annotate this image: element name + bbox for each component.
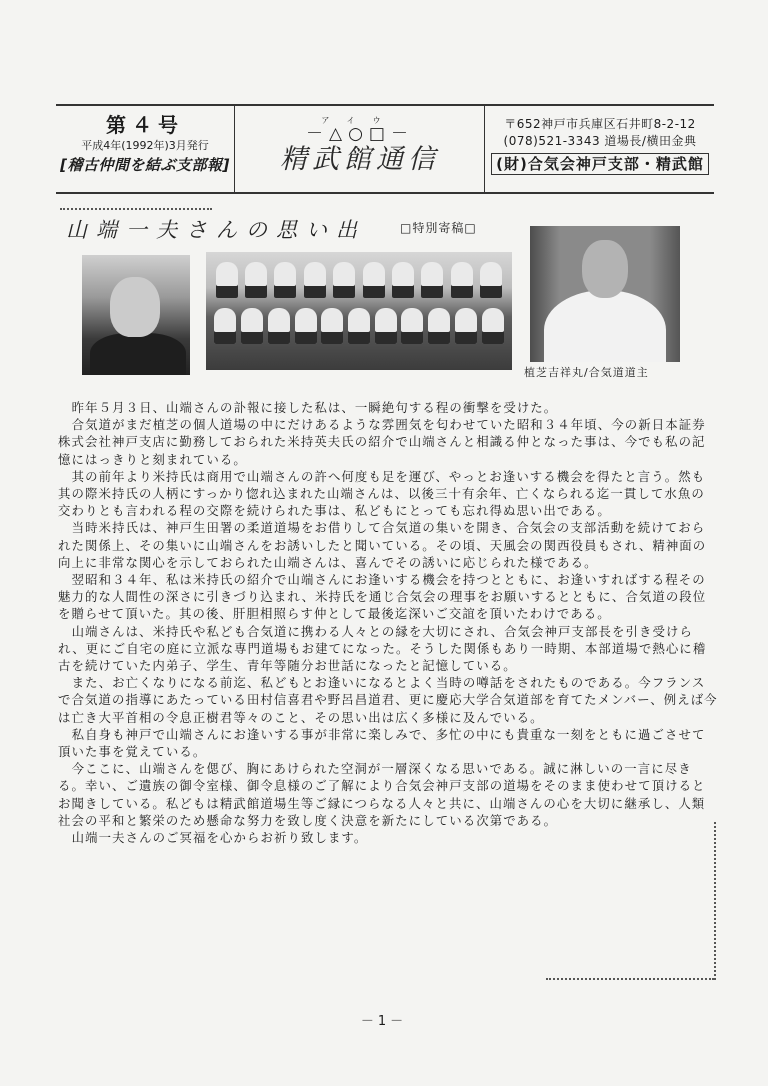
newsletter-title-block bbox=[236, 106, 485, 192]
paragraph: 合気道がまだ植芝の個人道場の中にだけあるような雰囲気を匂わせていた昭和３４年頃、今の新日本証券株式会社神戸支店に勤務しておられた米持英夫氏の紹介で山端さんと相識る仲となった事は、今でも私の記憶にはっきりと刻まれている。 bbox=[58, 417, 706, 467]
page-number: －1－ bbox=[360, 1014, 408, 1029]
organization-name: (財)合気会神戸支部・精武館 bbox=[491, 153, 709, 175]
article-title: 山端一夫さんの思い出 bbox=[66, 218, 366, 242]
address: 〒652神戸市兵庫区石井町8-2-12 bbox=[504, 117, 696, 131]
photo-caption: 植芝吉祥丸/合気道道主 bbox=[524, 366, 649, 379]
masthead bbox=[56, 104, 714, 194]
phone-and-head: (078)521-3343 道場長/横田金典 bbox=[503, 134, 697, 148]
slogan: [稽古仲間を結ぶ支部報] bbox=[60, 156, 230, 174]
group-photo bbox=[206, 252, 512, 370]
paragraph: 今ここに、山端さんを偲び、胸にあけられた空洞が一層深くなる思いである。誠に淋しいの一言に尽きる。幸い、ご遺族の御令室様、御令息様のご了解により合気会神戸支部の道場をそのまま使わせて頂けるとお聞きしている。私どもは精武館道場生等ご縁につらなる人々と共に、山端さんの心を大切に継承し、人類社会の平和と繁栄のため懸命な努力を致し度く決意を新たにしている次第である。 bbox=[58, 761, 706, 828]
contact-block bbox=[486, 106, 714, 192]
issue-info bbox=[56, 106, 235, 192]
title-symbols: －△○□－ bbox=[306, 124, 414, 144]
paragraph: また、お亡くなりになる前迄、私どもとお逢いになるとよく当時の噂話をされたものである。今フランスで合気道の指導にあたっている田村信喜君や野呂昌道君、更に慶応大学合気道部を育てたメンバー、例えば今は亡き大平首相の令息正樹君等々のこと、その思い出は広く多様に及んでいる。 bbox=[58, 675, 718, 725]
newsletter-title: 精武館通信 bbox=[280, 144, 440, 175]
doshu-photo bbox=[530, 226, 680, 362]
paragraph: 私自身も神戸で山端さんにお逢いする事が非常に楽しみで、多忙の中にも貴重な一刻をともに過ごさせて頂いた事を覚えている。 bbox=[58, 726, 706, 760]
article-body bbox=[58, 399, 718, 846]
paragraph: 山端一夫さんのご冥福を心からお祈り致します。 bbox=[71, 830, 368, 846]
paragraph: 山端さんは、米持氏や私ども合気道に携わる人々との縁を大切にされ、合気会神戸支部長を引き受けられ、更にご自宅の庭に立派な専門道場もお建てになった。そうした関係もあり一時期、本部道場で熱心に稽古を続けていた内弟子、学生、青年等随分お世話になったと記憶している。 bbox=[58, 623, 707, 674]
title-ruby: アイウ bbox=[321, 116, 399, 125]
article-tag: □特別寄稿□ bbox=[400, 221, 477, 235]
portrait-photo bbox=[82, 255, 190, 375]
paragraph: 其の前年より米持氏は商用で山端さんの許へ何度も足を運び、やっとお逢いする機会を得たと言う。然も其の際米持氏の人柄にすっかり惚れ込まれた山端さんは、以後三十有余年、亡くなられる迄一貫して水魚の交わりとも言われる程の交際を続けられた事は、私どもにとっても忘れ得ぬ思い出である。 bbox=[58, 468, 706, 519]
issue-date: 平成4年(1992年)3月発行 bbox=[81, 139, 209, 152]
paragraph: 昨年５月３日、山端さんの訃報に接した私は、一瞬絶句する程の衝撃を受けた。 bbox=[71, 400, 558, 415]
dotted-border-top bbox=[60, 208, 212, 210]
paragraph: 翌昭和３４年、私は米持氏の紹介で山端さんにお逢いする機会を持つとともに、お逢いすればする程その魅力的な人間性の深さに引きづり込まれ、米持氏を通じ合気会の理事をお願いするとともに、合気道の段位を贈らせて頂いた。其の後、肝胆相照らす仲として最後迄深いご交誼を頂いたわけである。 bbox=[58, 572, 707, 622]
paragraph: 当時米持氏は、神戸生田署の柔道道場をお借りして合気道の集いを開き、合気会の支部活動を続けておられた関係上、その集いに山端さんをお誘いしたと聞いている。その頃、天風会の関西役員もされ、精神面の向上に非常な関心を示しておられた山端さんは、喜んでその誘いに応じられた様である。 bbox=[58, 520, 707, 570]
dotted-border-right bbox=[714, 822, 716, 980]
dotted-border-bottom bbox=[546, 978, 714, 980]
issue-number: 第４号 bbox=[106, 113, 184, 137]
